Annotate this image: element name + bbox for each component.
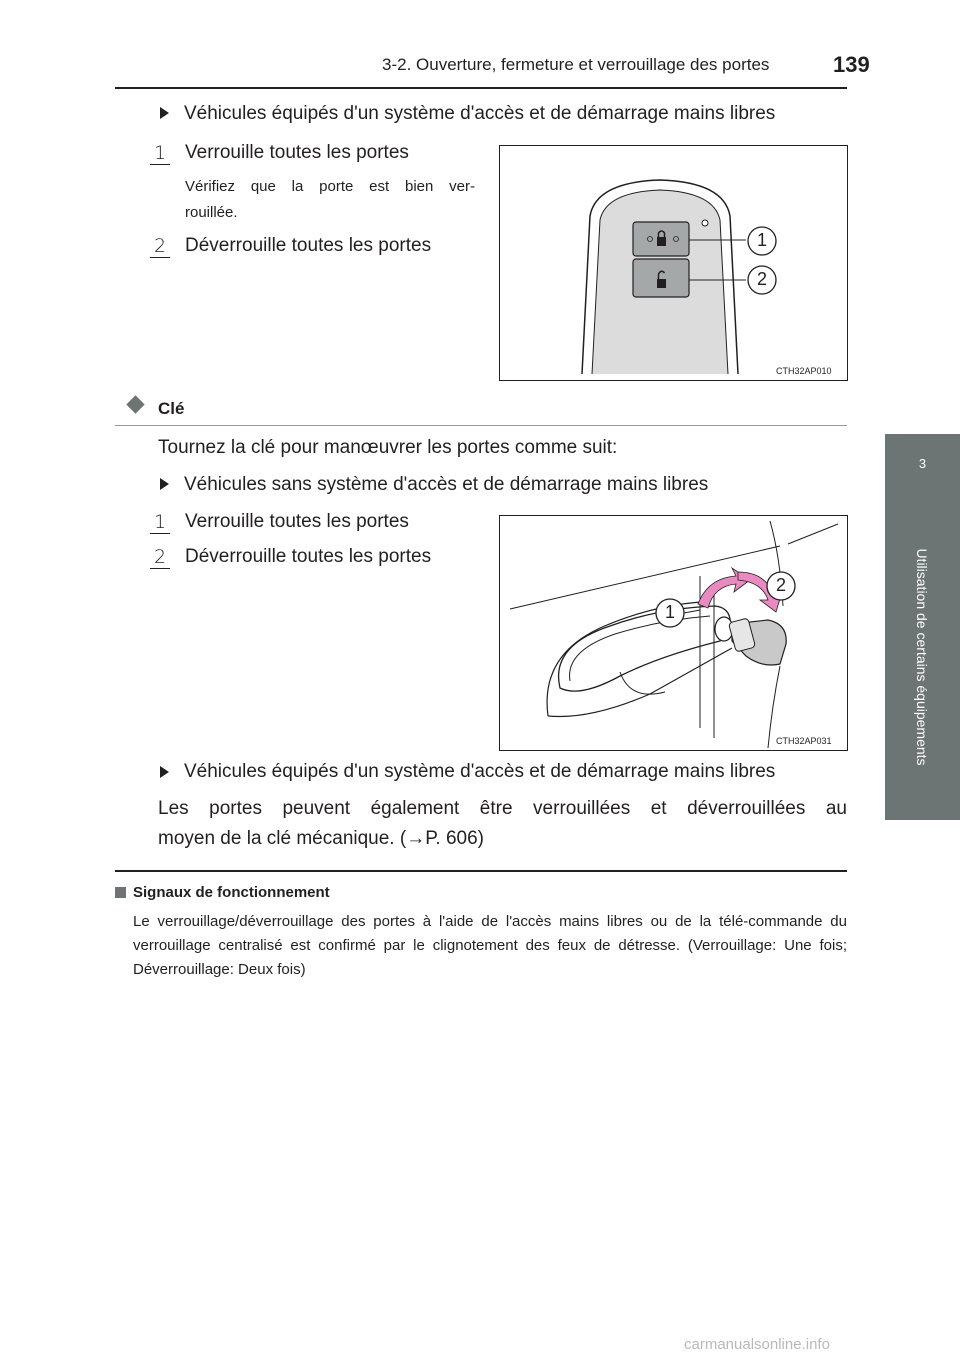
bullet-arrow-icon: [160, 766, 169, 778]
diamond-bullet-icon: [126, 395, 144, 413]
note-rule: [115, 870, 847, 872]
item-number: 1: [150, 142, 170, 165]
chapter-tab: 3: [885, 434, 960, 494]
item-note-line2: rouillée.: [185, 204, 238, 221]
paragraph-line: Les portes peuvent également être verrouillées et déverrouillées au: [158, 798, 847, 819]
item-label: Verrouille toutes les portes: [185, 511, 409, 532]
paragraph-line: moyen de la clé mécanique. (→P. 606): [158, 828, 484, 849]
callout-1: 1: [756, 230, 767, 250]
item-label: Déverrouille toutes les portes: [185, 546, 432, 567]
chapter-label-text: Utilisation de certains équipements: [914, 548, 930, 766]
item-note-line1: Vérifiez que la porte est bien ver-: [185, 178, 475, 195]
item-label: Verrouille toutes les portes: [185, 142, 409, 163]
section-rule: [115, 425, 847, 426]
callout-2: 2: [775, 575, 786, 595]
bullet-arrow-icon: [160, 478, 169, 490]
figure-key-fob: [499, 145, 848, 381]
bullet-arrow-icon: [160, 107, 169, 119]
item-number: 2: [150, 546, 170, 569]
callout-2: 2: [756, 269, 767, 289]
square-bullet-icon: [115, 887, 126, 898]
figure-code: CTH32AP010: [776, 366, 832, 376]
figure-door-key: [499, 515, 848, 751]
section1-heading: Véhicules équipés d'un système d'accès et de démarrage mains libres: [184, 103, 776, 124]
callout-1: 1: [664, 602, 675, 622]
header-rule: [115, 87, 847, 89]
note-body: Le verrouillage/déverrouillage des portes à l'aide de l'accès mains libres ou de la télé-commande du verrouillage centralisé est confirmé par le clignotement des feux de détresse. (Verrouillage: Une fois; Déverrouillage: Deux fois): [133, 913, 847, 978]
section-title: Clé: [158, 399, 185, 418]
door-handle-illustration: [500, 516, 847, 750]
chapter-side-label: [885, 494, 960, 820]
subsection-heading: Véhicules sans système d'accès et de démarrage mains libres: [184, 474, 709, 495]
key-fob-illustration: [500, 146, 847, 380]
watermark: carmanualsonline.info: [684, 1336, 830, 1353]
section-intro: Tournez la clé pour manœuvrer les portes comme suit:: [158, 437, 618, 458]
subsection-heading: Véhicules équipés d'un système d'accès et de démarrage mains libres: [184, 761, 776, 782]
item-label: Déverrouille toutes les portes: [185, 235, 432, 256]
running-header: 3-2. Ouverture, fermeture et verrouillage des portes: [382, 55, 770, 74]
page-number: 139: [833, 52, 870, 77]
figure-code: CTH32AP031: [776, 736, 832, 746]
item-number: 2: [150, 235, 170, 258]
note-title: Signaux de fonctionnement: [133, 884, 330, 901]
item-number: 1: [150, 511, 170, 534]
